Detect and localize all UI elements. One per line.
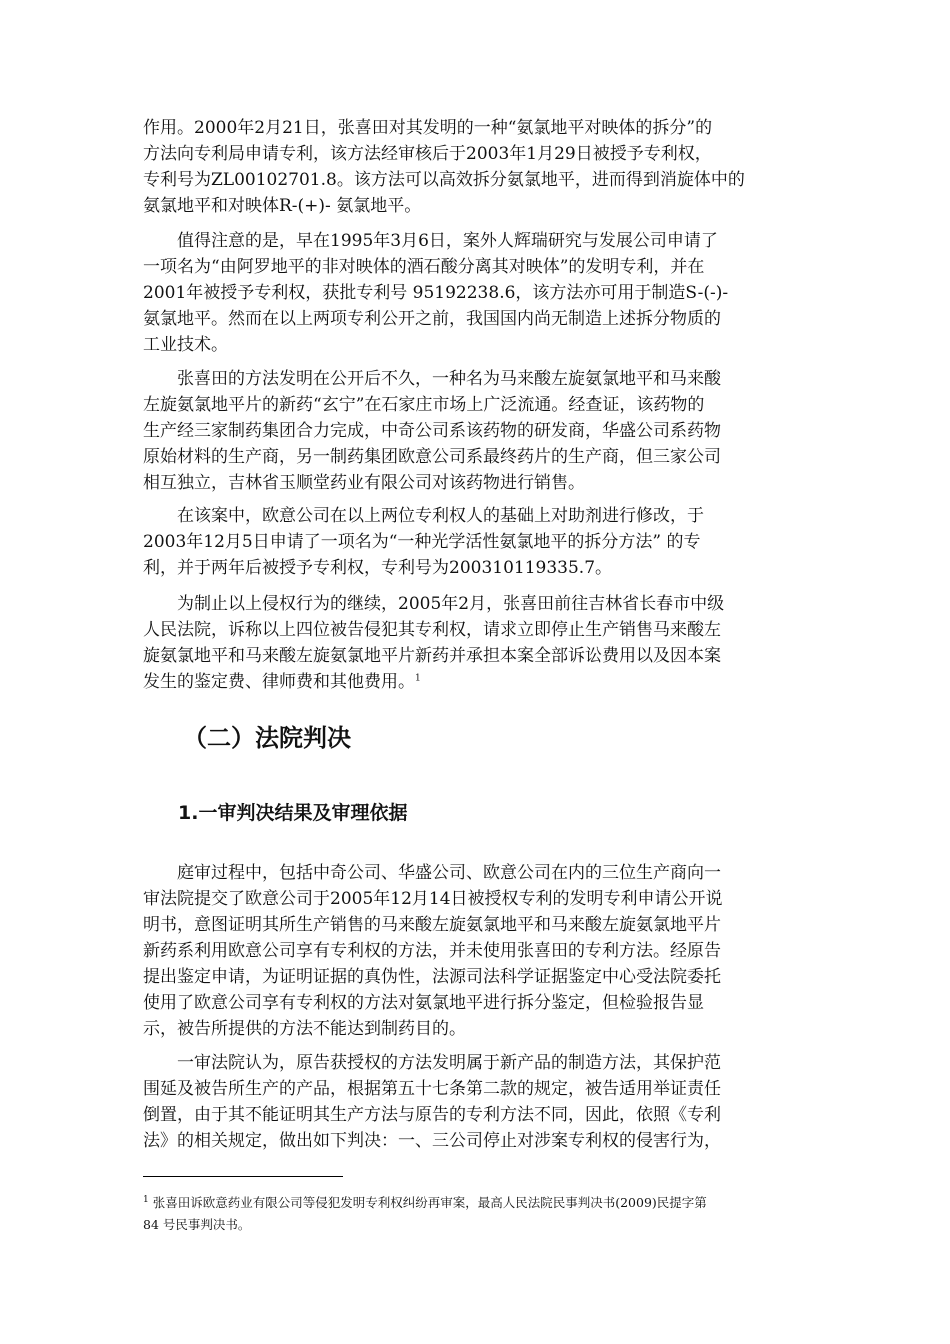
- text-line: 左旋氨氯地平片的新药“玄宁”在石家庄市场上广泛流通。经查证，该药物的: [143, 395, 705, 415]
- text-line: 方法向专利局申请专利，该方法经审核后于2003年1月29日被授予专利权，: [143, 144, 712, 164]
- text-line: 庭审过程中，包括中奇公司、华盛公司、欧意公司在内的三位生产商向一: [143, 863, 721, 883]
- paragraph-6: [143, 860, 803, 1042]
- footnote-separator: [143, 1176, 343, 1177]
- text-line: 利，并于两年后被授予专利权，专利号为200310119335.7。: [143, 558, 613, 578]
- text-line: 张喜田的方法发明在公开后不久，一种名为马来酸左旋氨氯地平和马来酸: [143, 369, 721, 389]
- paragraph-1: [143, 115, 803, 219]
- text-line: 工业技术。: [143, 335, 228, 355]
- text-line: 使用了欧意公司享有专利权的方法对氨氯地平进行拆分鉴定，但检验报告显: [143, 993, 704, 1013]
- text-line: 围延及被告所生产的产品，根据第五十七条第二款的规定，被告适用举证责任: [143, 1079, 721, 1099]
- text-line: 值得注意的是，早在1995年3月6日，案外人辉瑞研究与发展公司申请了: [143, 231, 718, 251]
- section-heading: （二）法院判决: [183, 724, 351, 752]
- footnote-line: [143, 1192, 803, 1214]
- text-line: 旋氨氯地平和马来酸左旋氨氯地平片新药并承担本案全部诉讼费用以及因本案: [143, 646, 721, 666]
- text-line: 原始材料的生产商，另一制药集团欧意公司系最终药片的生产商，但三家公司: [143, 447, 721, 467]
- text-line: 在该案中，欧意公司在以上两位专利权人的基础上对助剂进行修改，于: [143, 506, 704, 526]
- text-line: 提出鉴定申请，为证明证据的真伪性，法源司法科学证据鉴定中心受法院委托: [143, 967, 721, 987]
- footnote-reference[interactable]: 1: [415, 673, 421, 684]
- text-line: 氨氯地平和对映体R-(+)- 氨氯地平。: [143, 196, 422, 216]
- paragraph-2: [143, 228, 803, 358]
- text-line: 倒置，由于其不能证明其生产方法与原告的专利方法不同，因此，依照《专利: [143, 1105, 721, 1125]
- paragraph-3: [143, 366, 803, 496]
- text-line: 2003年12月5日申请了一项名为“一种光学活性氨氯地平的拆分方法” 的专: [143, 532, 701, 552]
- text-line-content: 发生的鉴定费、律师费和其他费用。: [143, 672, 415, 692]
- footnote-number: 1: [143, 1194, 149, 1205]
- text-line: 一审法院认为，原告获授权的方法发明属于新产品的制造方法，其保护范: [143, 1053, 721, 1073]
- text-line: 一项名为“由阿罗地平的非对映体的酒石酸分离其对映体”的发明专利，并在: [143, 257, 705, 277]
- text-line: 示，被告所提供的方法不能达到制药目的。: [143, 1019, 466, 1039]
- text-line: 生产经三家制药集团合力完成，中奇公司系该药物的研发商，华盛公司系药物: [143, 421, 721, 441]
- text-line: 人民法院，诉称以上四位被告侵犯其专利权，请求立即停止生产销售马来酸左: [143, 620, 721, 640]
- text-line: 明书，意图证明其所生产销售的马来酸左旋氨氯地平和马来酸左旋氨氯地平片: [143, 915, 721, 935]
- footnote: [143, 1192, 803, 1236]
- paragraph-4: [143, 503, 803, 581]
- text-line: 新药系利用欧意公司享有专利权的方法，并未使用张喜田的专利方法。经原告: [143, 941, 721, 961]
- subsection-heading: 1.一审判决结果及审理依据: [178, 802, 408, 824]
- text-line: 专利号为ZL00102701.8。该方法可以高效拆分氨氯地平，进而得到消旋体中的: [143, 170, 745, 190]
- text-line: 相互独立，吉林省玉顺堂药业有限公司对该药物进行销售。: [143, 473, 585, 493]
- text-line: 法》的相关规定，做出如下判决：一、三公司停止对涉案专利权的侵害行为，: [143, 1131, 721, 1151]
- text-line: 2001年被授予专利权，获批专利号 95192238.6，该方法亦可用于制造S-(-)-: [143, 283, 729, 303]
- footnote-text: 张喜田诉欧意药业有限公司等侵犯发明专利权纠纷再审案，最高人民法院民事判决书(2009)民提字第: [152, 1195, 707, 1210]
- text-line: 为制止以上侵权行为的继续，2005年2月，张喜田前往吉林省长春市中级: [143, 594, 725, 614]
- text-line: 氨氯地平。然而在以上两项专利公开之前，我国国内尚无制造上述拆分物质的: [143, 309, 721, 329]
- paragraph-7: [143, 1050, 803, 1154]
- footnote-line: 84 号民事判决书。: [143, 1217, 251, 1232]
- paragraph-5: [143, 591, 803, 695]
- text-line: 作用。2000年2月21日，张喜田对其发明的一种“氨氯地平对映体的拆分”的: [143, 118, 713, 138]
- text-line: 审法院提交了欧意公司于2005年12月14日被授权专利的发明专利申请公开说: [143, 889, 723, 909]
- text-line: [143, 669, 803, 695]
